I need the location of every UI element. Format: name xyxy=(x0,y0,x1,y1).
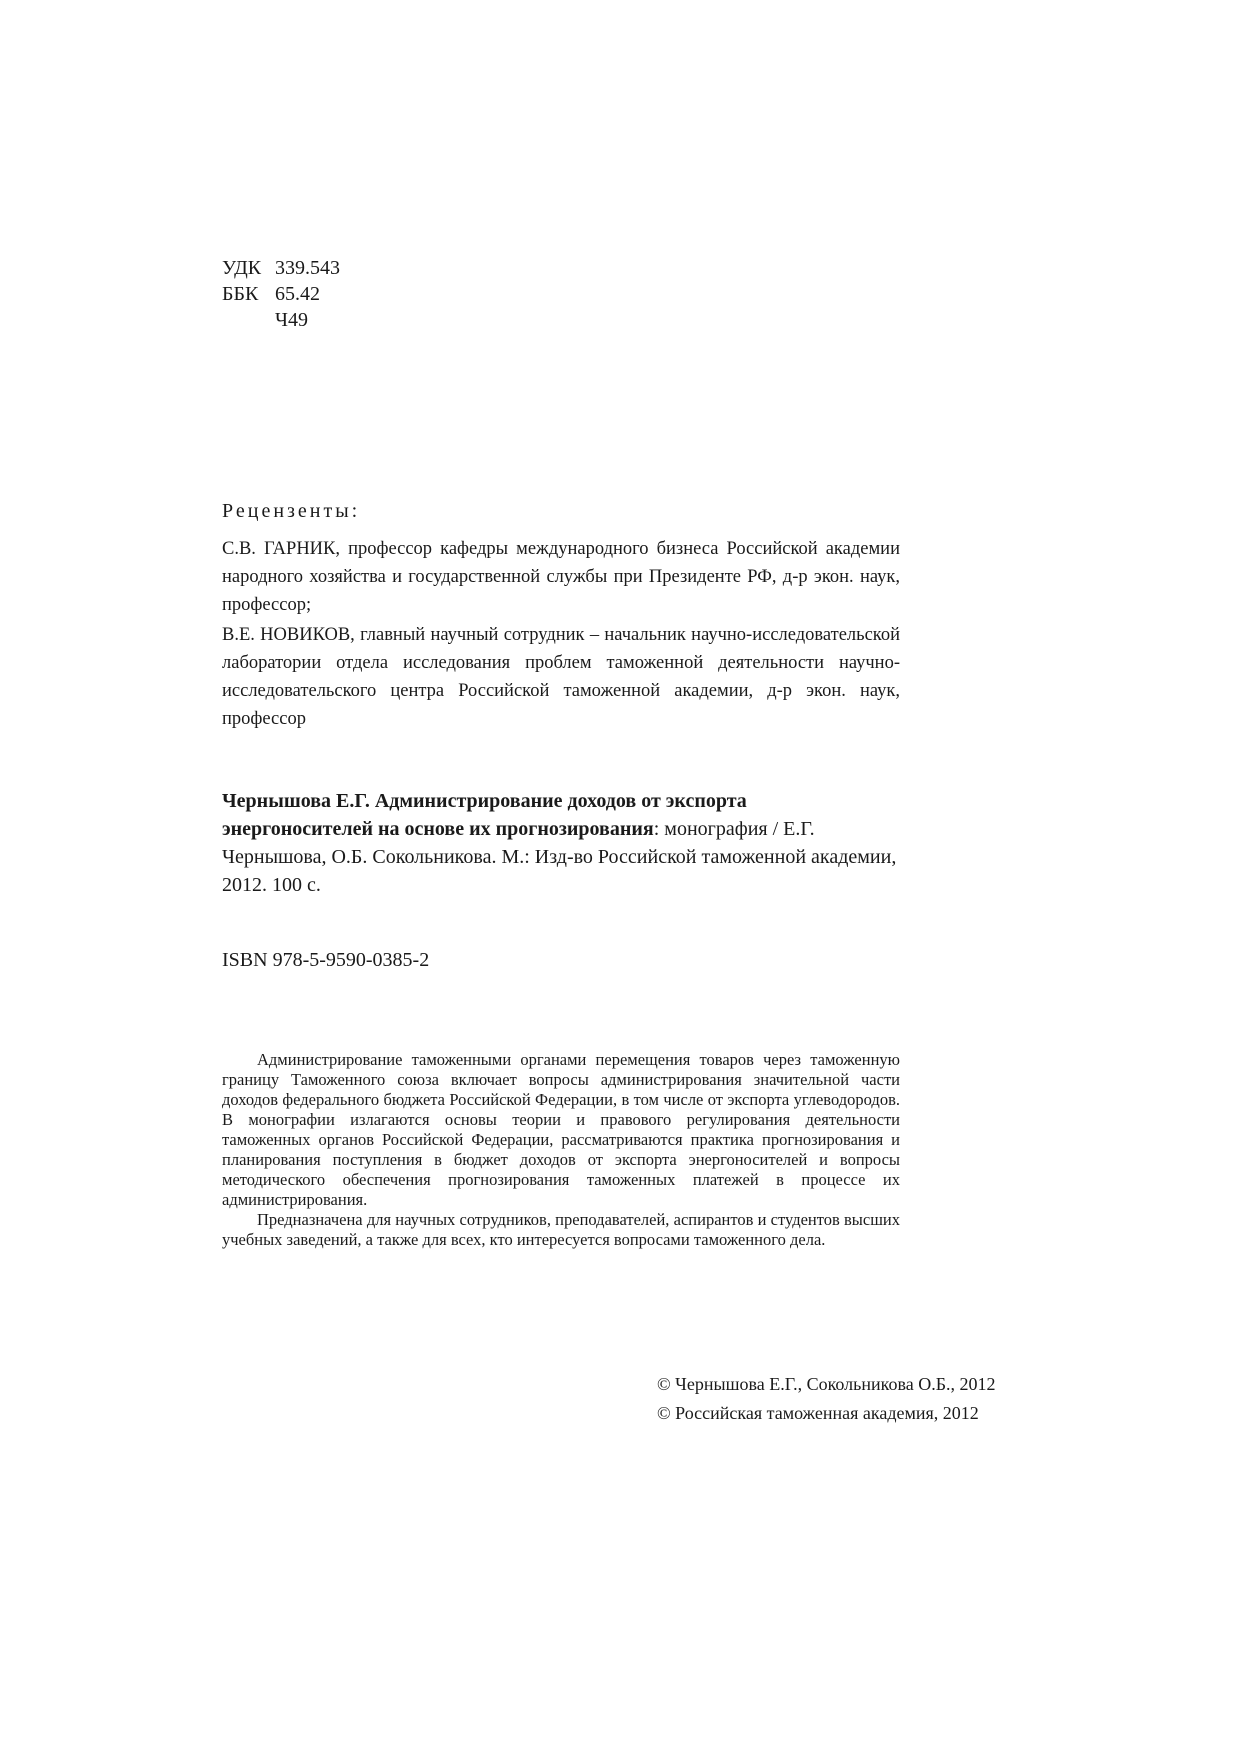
bibliographic-citation xyxy=(222,787,900,899)
classification-block xyxy=(222,255,340,333)
abstract-paragraph-1: Администрирование таможенными органами перемещения товаров через таможенную границу Таможенного союза включает вопросы администрирования значительной части доходов федерального бюджета Российской Федерации, в том числе от экспорта углеводородов. В монографии излагаются основы теории и правового регулирования деятельности таможенных органов Российской Федерации, рассматриваются практика прогнозирования и планирования поступления в бюджет доходов от экспорта энергоносителей и вопросы методического обеспечения прогнозирования таможенных платежей в процессе их администрирования. xyxy=(222,1050,900,1209)
copyright-block xyxy=(657,1370,996,1428)
udc-label: УДК xyxy=(222,257,262,279)
abstract xyxy=(222,1050,900,1250)
author-mark-row xyxy=(222,307,340,333)
abstract-paragraph-2: Предназначена для научных сотрудников, преподавателей, аспирантов и студентов высших учебных заведений, а также для всех, кто интересуется вопросами таможенного дела. xyxy=(222,1210,900,1249)
udc-value: 339.543 xyxy=(275,257,340,279)
udc-row xyxy=(222,255,340,281)
bbk-value: 65.42 xyxy=(275,283,320,305)
citation-title: Чернышова Е.Г. Администрирование доходов от экспорта энергоносителей на основе их прогнозирования xyxy=(222,790,747,840)
citation-details: : монография / Е.Г. Чернышова, О.Б. Сокольникова. М.: Изд-во Российской таможенной академии, 2012. 100 с. xyxy=(222,818,897,896)
isbn: ISBN 978-5-9590-0385-2 xyxy=(222,949,430,971)
author-mark: Ч49 xyxy=(275,309,308,331)
reviewer-2: В.Е. НОВИКОВ, главный научный сотрудник – начальник научно-исследовательской лаборатории отдела исследования проблем таможенной деятельности научно-исследовательского центра Российской таможенной академии, д-р экон. наук, профессор xyxy=(222,625,900,729)
bbk-row xyxy=(222,281,340,307)
copyright-line-authors: © Чернышова Е.Г., Сокольникова О.Б., 2012 xyxy=(657,1374,996,1394)
bbk-label: ББК xyxy=(222,283,259,305)
reviewer-1: С.В. ГАРНИК, профессор кафедры международного бизнеса Российской академии народного хозяйства и государственной службы при Президенте РФ, д-р экон. наук, профессор; xyxy=(222,539,900,615)
copyright-line-publisher: © Российская таможенная академия, 2012 xyxy=(657,1403,979,1423)
reviewers-heading: Рецензенты: xyxy=(222,500,361,522)
